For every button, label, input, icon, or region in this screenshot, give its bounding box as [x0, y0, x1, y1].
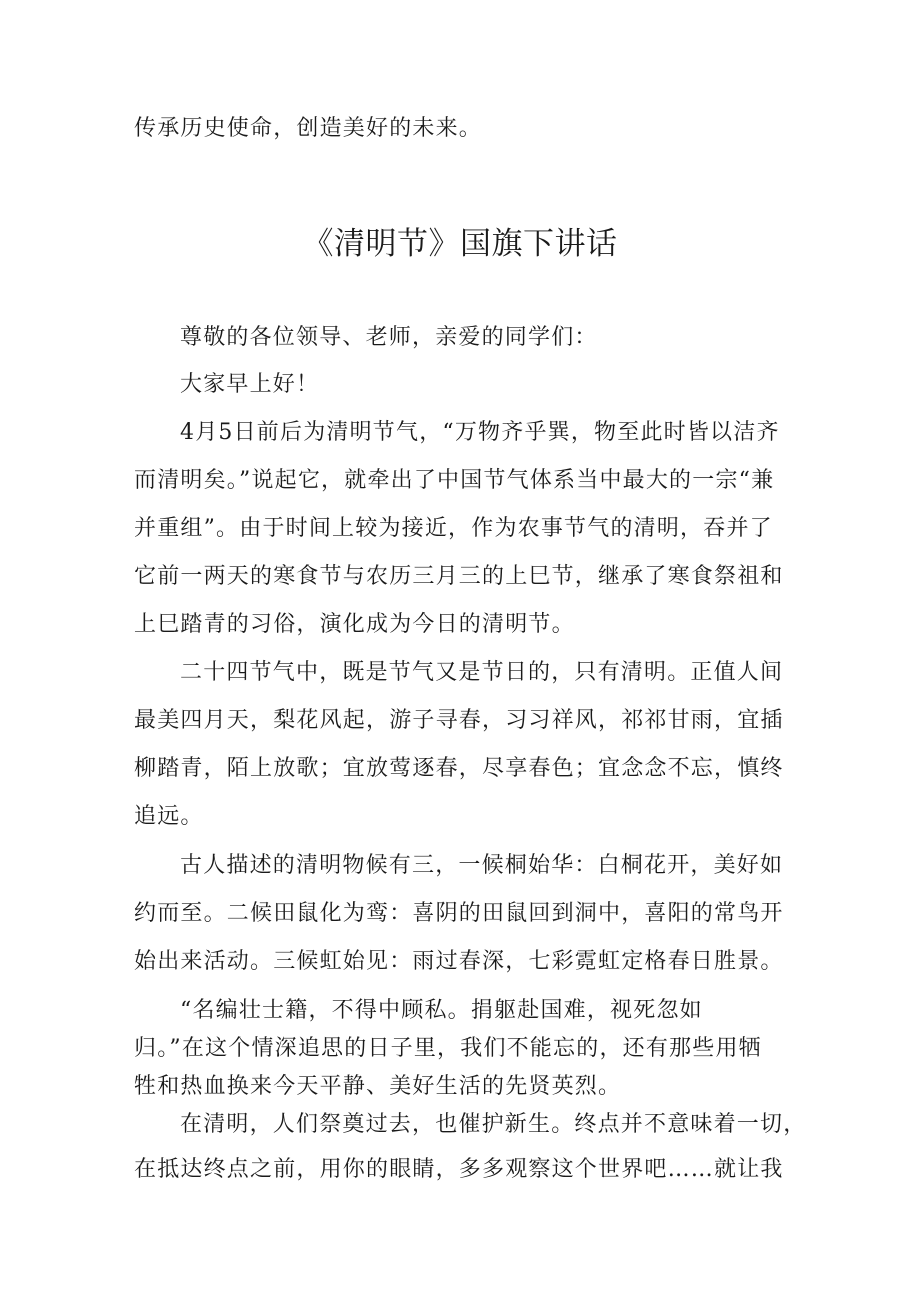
paragraph-line: 二十四节气中，既是节气又是节日的，只有清明。正值人间: [180, 660, 784, 685]
paragraph-line: 4月5日前后为清明节气，“万物齐乎巽，物至此时皆以洁齐: [180, 420, 780, 445]
paragraph-line: 柳踏青，陌上放歌；宜放莺逐春，尽享春色；宜念念不忘，慎终: [134, 756, 784, 781]
paragraph-line: 归。”在这个情深追思的日子里，我们不能忘的，还有那些用牺: [134, 1036, 762, 1061]
paragraph-line: 它前一两天的寒食节与农历三月三的上巳节，继承了寒食祭祖和: [134, 564, 784, 589]
paragraph-line: 并重组”。由于时间上较为接近，作为农事节气的清明，吞并了: [134, 516, 773, 541]
paragraph-line: 追远。: [134, 804, 204, 829]
paragraph-line: 在清明，人们祭奠过去，也催护新生。终点并不意味着一切，: [180, 1112, 807, 1137]
paragraph-line: 始出来活动。三候虹始见：雨过春深，七彩霓虹定格春日胜景。: [134, 949, 784, 974]
paragraph-line: 约而至。二候田鼠化为鸾：喜阴的田鼠回到洞中，喜阳的常鸟开: [134, 901, 784, 926]
paragraph-line: 在抵达终点之前，用你的眼睛，多多观察这个世界吧……就让我: [134, 1157, 784, 1182]
paragraph-line: 牲和热血换来今天平静、美好生活的先贤英烈。: [134, 1074, 622, 1099]
page-title: 《清明节》国旗下讲话: [302, 226, 618, 262]
paragraph-line: 上巳踏青的习俗，演化成为今日的清明节。: [134, 612, 575, 637]
paragraph-line: 古人描述的清明物候有三，一候桐始华：白桐花开，美好如: [180, 853, 784, 878]
salutation: 尊敬的各位领导、老师，亲爱的同学们：: [180, 325, 598, 350]
paragraph-line: “名编壮士籍，不得中顾私。捐躯赴国难，视死忽如: [180, 998, 703, 1023]
lead-line: 传承历史使命，创造美好的未来。: [134, 116, 483, 141]
paragraph-line: 最美四月天，梨花风起，游子寻春，习习祥风，祁祁甘雨，宜插: [134, 708, 784, 733]
paragraph-line: 而清明矣。”说起它，就牵出了中国节气体系当中最大的一宗“兼: [134, 468, 775, 493]
greeting: 大家早上好！: [180, 372, 320, 397]
